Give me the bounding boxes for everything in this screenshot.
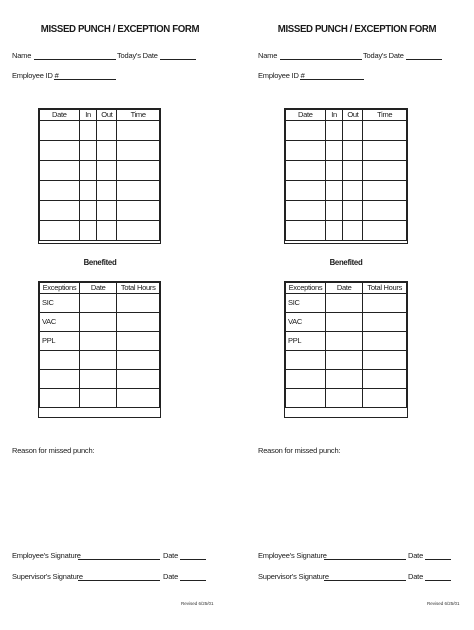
employee-date-field[interactable] <box>180 559 206 560</box>
exceptions-table <box>39 282 160 408</box>
time-table-header <box>40 110 160 121</box>
name-label: Name <box>258 51 278 60</box>
table-row[interactable] <box>286 351 407 370</box>
name-field[interactable] <box>34 59 116 60</box>
form-right <box>237 0 474 630</box>
col-out: Out <box>343 110 363 121</box>
table-row[interactable] <box>40 161 160 181</box>
table-row[interactable] <box>40 351 160 370</box>
col-in: In <box>325 110 343 121</box>
col-time: Time <box>363 110 407 121</box>
supervisor-signature-label: Supervisor's Signature <box>12 572 83 581</box>
employee-signature-label: Employee's Signature <box>258 551 327 560</box>
table-row[interactable] <box>40 389 160 408</box>
exception-type: SIC <box>286 294 326 313</box>
table-row[interactable] <box>286 332 407 351</box>
col-exceptions: Exceptions <box>40 283 80 294</box>
col-date: Date <box>79 283 117 294</box>
employee-id-label: Employee ID # <box>258 71 305 80</box>
table-row[interactable] <box>286 370 407 389</box>
employee-id-field[interactable] <box>300 79 364 80</box>
exception-type: PPL <box>286 332 326 351</box>
table-row[interactable] <box>286 121 407 141</box>
table-row[interactable] <box>40 313 160 332</box>
col-out: Out <box>97 110 117 121</box>
supervisor-signature-field[interactable] <box>324 580 406 581</box>
exceptions-table-header <box>286 283 407 294</box>
col-in: In <box>79 110 97 121</box>
supervisor-date-field[interactable] <box>180 580 206 581</box>
exceptions-table-header <box>40 283 160 294</box>
employee-id-field[interactable] <box>54 79 116 80</box>
supervisor-date-label: Date <box>163 572 179 581</box>
employee-signature-field[interactable] <box>324 559 406 560</box>
reason-label: Reason for missed punch: <box>12 446 95 455</box>
supervisor-signature-label: Supervisor's Signature <box>258 572 329 581</box>
exception-type: VAC <box>40 313 80 332</box>
col-total-hours: Total Hours <box>117 283 160 294</box>
col-total-hours: Total Hours <box>363 283 407 294</box>
table-row[interactable] <box>286 141 407 161</box>
col-time: Time <box>117 110 160 121</box>
form-title: MISSED PUNCH / EXCEPTION FORM <box>277 23 437 35</box>
exception-type <box>286 351 326 370</box>
time-table-header <box>286 110 407 121</box>
col-date: Date <box>325 283 363 294</box>
exception-type <box>286 370 326 389</box>
supervisor-signature-field[interactable] <box>78 580 160 581</box>
name-field[interactable] <box>280 59 362 60</box>
exception-type: SIC <box>40 294 80 313</box>
employee-date-label: Date <box>408 551 424 560</box>
table-row[interactable] <box>286 389 407 408</box>
table-row[interactable] <box>286 201 407 221</box>
revised-note: Revised 6/25/01 <box>181 601 214 606</box>
reason-label: Reason for missed punch: <box>258 446 341 455</box>
todays-date-label: Today's Date <box>117 51 158 60</box>
table-row[interactable] <box>40 141 160 161</box>
col-date: Date <box>286 110 326 121</box>
table-row[interactable] <box>286 313 407 332</box>
todays-date-label: Today's Date <box>363 51 404 60</box>
employee-id-label: Employee ID # <box>12 71 59 80</box>
benefited-label: Benefited <box>329 258 363 267</box>
time-table <box>39 109 160 241</box>
table-row[interactable] <box>286 161 407 181</box>
exception-type <box>40 370 80 389</box>
employee-date-field[interactable] <box>425 559 451 560</box>
exception-type: PPL <box>40 332 80 351</box>
col-exceptions: Exceptions <box>286 283 326 294</box>
name-label: Name <box>12 51 32 60</box>
col-date: Date <box>40 110 80 121</box>
table-row[interactable] <box>40 221 160 241</box>
exception-type <box>40 389 80 408</box>
exceptions-table <box>285 282 407 408</box>
supervisor-date-field[interactable] <box>425 580 451 581</box>
benefited-label: Benefited <box>83 258 117 267</box>
table-row[interactable] <box>40 121 160 141</box>
table-row[interactable] <box>40 370 160 389</box>
table-row[interactable] <box>286 221 407 241</box>
table-row[interactable] <box>40 201 160 221</box>
time-table <box>285 109 407 241</box>
table-row[interactable] <box>40 181 160 201</box>
revised-note: Revised 6/25/01 <box>427 601 460 606</box>
exception-type <box>286 389 326 408</box>
table-row[interactable] <box>40 294 160 313</box>
employee-signature-label: Employee's Signature <box>12 551 81 560</box>
todays-date-field[interactable] <box>160 59 196 60</box>
table-row[interactable] <box>40 332 160 351</box>
todays-date-field[interactable] <box>406 59 442 60</box>
employee-signature-field[interactable] <box>78 559 160 560</box>
supervisor-date-label: Date <box>408 572 424 581</box>
form-title: MISSED PUNCH / EXCEPTION FORM <box>40 23 200 35</box>
table-row[interactable] <box>286 294 407 313</box>
exception-type: VAC <box>286 313 326 332</box>
employee-date-label: Date <box>163 551 179 560</box>
table-row[interactable] <box>286 181 407 201</box>
exception-type <box>40 351 80 370</box>
